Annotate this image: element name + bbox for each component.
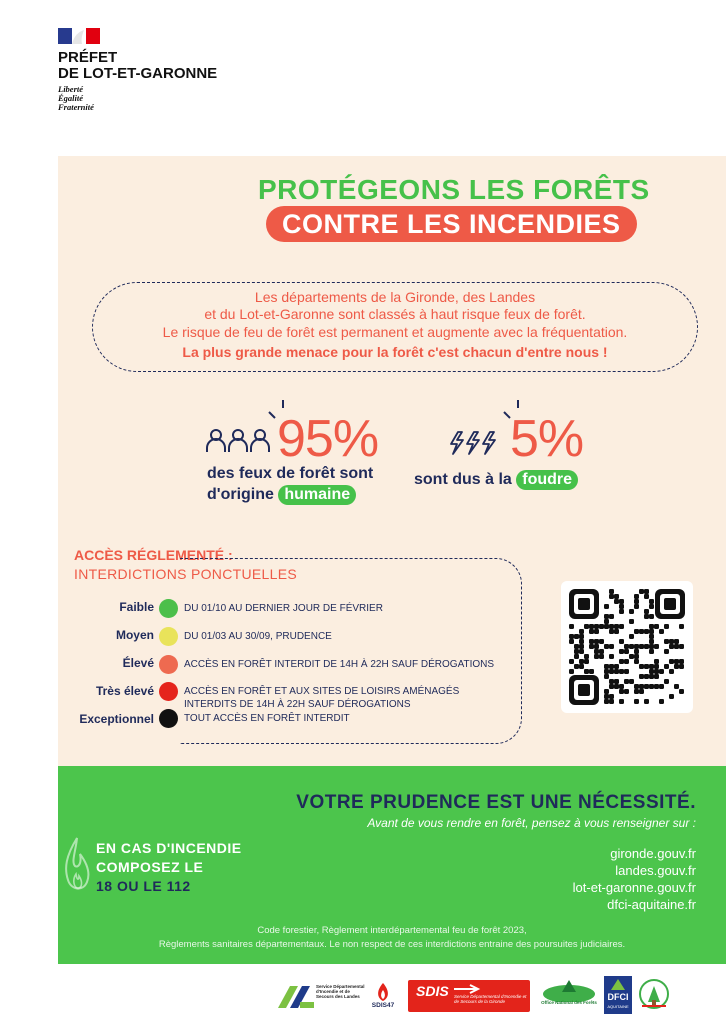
qr-module bbox=[644, 674, 649, 679]
qr-module bbox=[604, 694, 609, 699]
qr-module bbox=[624, 679, 629, 684]
qr-module bbox=[654, 624, 659, 629]
qr-module bbox=[619, 649, 624, 654]
qr-module bbox=[609, 624, 614, 629]
qr-module bbox=[664, 649, 669, 654]
landes-logo-text: Service Départemental d'Incendie et de Secours des Landes bbox=[316, 984, 365, 999]
stat-human-value: 95% bbox=[277, 410, 379, 468]
qr-module bbox=[609, 684, 614, 689]
qr-module bbox=[609, 679, 614, 684]
qr-module bbox=[639, 674, 644, 679]
qr-module bbox=[604, 644, 609, 649]
level-name: Très élevé bbox=[95, 684, 154, 698]
qr-module bbox=[654, 684, 659, 689]
headline-line1: PROTÉGEONS LES FORÊTS bbox=[258, 174, 650, 205]
level-name: Faible bbox=[119, 600, 154, 614]
qr-module bbox=[654, 664, 659, 669]
qr-module bbox=[664, 664, 669, 669]
qr-module bbox=[579, 659, 584, 664]
qr-module bbox=[639, 644, 644, 649]
qr-module bbox=[624, 659, 629, 664]
qr-module bbox=[659, 684, 664, 689]
qr-module bbox=[594, 624, 599, 629]
qr-module bbox=[679, 624, 684, 629]
qr-module bbox=[634, 684, 639, 689]
qr-module bbox=[674, 639, 679, 644]
qr-module bbox=[639, 589, 644, 594]
link-dfci-aquitaine[interactable]: dfci-aquitaine.fr bbox=[607, 897, 696, 912]
qr-module bbox=[604, 624, 609, 629]
qr-module bbox=[599, 649, 604, 654]
qr-module bbox=[609, 654, 614, 659]
stat-human-text1: des feux de forêt sont bbox=[207, 465, 374, 482]
qr-module bbox=[579, 649, 584, 654]
level-desc: DU 01/03 AU 30/09, PRUDENCE bbox=[184, 631, 332, 642]
qr-code-card[interactable] bbox=[561, 581, 693, 713]
qr-module bbox=[669, 644, 674, 649]
intro-line-1: Les départements de la Gironde, des Landes bbox=[254, 289, 536, 305]
qr-module bbox=[574, 664, 579, 669]
qr-module bbox=[649, 614, 654, 619]
qr-module bbox=[639, 664, 644, 669]
qr-module bbox=[619, 609, 624, 614]
qr-module bbox=[599, 639, 604, 644]
logo-onf bbox=[540, 978, 598, 1014]
qr-module bbox=[649, 669, 654, 674]
qr-module bbox=[664, 679, 669, 684]
qr-module bbox=[669, 694, 674, 699]
dfci-text: DFCI bbox=[607, 992, 629, 1002]
qr-module bbox=[609, 594, 614, 599]
qr-module bbox=[629, 654, 634, 659]
qr-module bbox=[574, 634, 579, 639]
forest-association-icon bbox=[638, 978, 670, 1012]
intro-line-3: Le risque de feu de forêt est permanent et augmente avec la fréquentation. bbox=[162, 324, 628, 340]
sdis33-subtext: Service Départemental d'Incendie et de Secours de la Gironde bbox=[454, 994, 527, 1004]
qr-module bbox=[584, 659, 589, 664]
qr-module bbox=[629, 679, 634, 684]
stat-lightning-text: sont dus à la foudre bbox=[414, 470, 578, 490]
qr-module bbox=[634, 629, 639, 634]
qr-module bbox=[609, 664, 614, 669]
logo-sdis33 bbox=[408, 980, 530, 1012]
qr-module bbox=[624, 649, 629, 654]
level-name: Moyen bbox=[115, 628, 154, 642]
qr-module bbox=[619, 659, 624, 664]
qr-module bbox=[634, 654, 639, 659]
qr-module bbox=[579, 629, 584, 634]
prefet-title: PRÉFET DE LOT-ET-GARONNE bbox=[58, 49, 218, 82]
qr-module bbox=[609, 644, 614, 649]
qr-module bbox=[644, 664, 649, 669]
link-lot-et-garonne[interactable]: lot-et-garonne.gouv.fr bbox=[572, 880, 696, 895]
emergency-line1: EN CAS D'INCENDIE bbox=[96, 840, 242, 856]
qr-module bbox=[644, 589, 649, 594]
qr-module bbox=[679, 644, 684, 649]
logo-sdis-landes bbox=[276, 982, 366, 1012]
qr-module bbox=[589, 644, 594, 649]
qr-module bbox=[674, 664, 679, 669]
qr-module bbox=[614, 594, 619, 599]
level-dot-exceptionnel bbox=[159, 709, 178, 728]
qr-module bbox=[639, 689, 644, 694]
qr-module bbox=[634, 594, 639, 599]
qr-module bbox=[649, 629, 654, 634]
qr-module bbox=[594, 654, 599, 659]
qr-module bbox=[594, 649, 599, 654]
qr-module bbox=[644, 644, 649, 649]
qr-module bbox=[679, 664, 684, 669]
qr-module bbox=[659, 699, 664, 704]
qr-module bbox=[574, 649, 579, 654]
qr-module bbox=[594, 644, 599, 649]
level-name: Élevé bbox=[122, 656, 154, 670]
level-dot-eleve bbox=[159, 655, 178, 674]
qr-module bbox=[594, 629, 599, 634]
qr-module bbox=[624, 644, 629, 649]
qr-module bbox=[569, 639, 574, 644]
highlight-foudre: foudre bbox=[516, 470, 578, 490]
qr-module bbox=[649, 624, 654, 629]
qr-module bbox=[579, 644, 584, 649]
qr-module bbox=[604, 689, 609, 694]
qr-module bbox=[619, 604, 624, 609]
qr-module bbox=[614, 669, 619, 674]
qr-module bbox=[639, 629, 644, 634]
qr-module bbox=[664, 639, 669, 644]
stat-lightning-value: 5% bbox=[510, 410, 584, 468]
qr-module bbox=[644, 609, 649, 614]
qr-module bbox=[584, 654, 589, 659]
qr-module bbox=[599, 624, 604, 629]
qr-module bbox=[569, 624, 574, 629]
qr-module bbox=[664, 624, 669, 629]
qr-module bbox=[619, 599, 624, 604]
prudence-heading: VOTRE PRUDENCE EST UNE NÉCESSITÉ. bbox=[296, 792, 696, 813]
highlight-humaine: humaine bbox=[278, 485, 356, 505]
qr-module bbox=[604, 699, 609, 704]
qr-module bbox=[619, 689, 624, 694]
qr-module bbox=[619, 684, 624, 689]
access-subtitle: INTERDICTIONS PONCTUELLES bbox=[74, 566, 297, 582]
qr-module bbox=[634, 659, 639, 664]
qr-module bbox=[634, 699, 639, 704]
qr-module bbox=[654, 644, 659, 649]
qr-module bbox=[649, 644, 654, 649]
qr-module bbox=[629, 609, 634, 614]
onf-text: Office National des Forêts bbox=[541, 1000, 597, 1005]
qr-module bbox=[649, 649, 654, 654]
qr-module bbox=[594, 639, 599, 644]
dfci-tree-icon bbox=[610, 979, 626, 991]
people-icon bbox=[205, 398, 285, 458]
qr-module bbox=[644, 684, 649, 689]
landes-logo-icon bbox=[276, 982, 316, 1012]
level-desc: ACCÈS EN FORÊT ET AUX SITES DE LOISIRS AMÉNAGÉS bbox=[184, 686, 460, 697]
level-desc: DU 01/10 AU DERNIER JOUR DE FÉVRIER bbox=[184, 603, 383, 614]
legal-line1: Code forestier, Règlement interdépartemental feu de forêt 2023, bbox=[257, 925, 527, 936]
logo-forest-association bbox=[638, 978, 670, 1012]
qr-module bbox=[624, 669, 629, 674]
sdis47-flame-icon bbox=[368, 982, 398, 1002]
dfci-subtext: AQUITAINE bbox=[607, 1004, 629, 1009]
level-name: Exceptionnel bbox=[79, 712, 154, 726]
qr-module bbox=[649, 674, 654, 679]
qr-module bbox=[654, 674, 659, 679]
qr-module bbox=[574, 654, 579, 659]
qr-module bbox=[634, 599, 639, 604]
qr-module bbox=[619, 624, 624, 629]
qr-module bbox=[569, 659, 574, 664]
qr-module bbox=[614, 629, 619, 634]
qr-module bbox=[599, 654, 604, 659]
qr-module bbox=[649, 684, 654, 689]
qr-module bbox=[589, 629, 594, 634]
qr-module bbox=[574, 644, 579, 649]
link-landes[interactable]: landes.gouv.fr bbox=[615, 863, 696, 878]
qr-module bbox=[649, 639, 654, 644]
onf-tree-icon bbox=[540, 978, 598, 1002]
qr-module bbox=[609, 614, 614, 619]
qr-module bbox=[649, 634, 654, 639]
level-desc: TOUT ACCÈS EN FORÊT INTERDIT bbox=[184, 713, 350, 724]
qr-module bbox=[619, 639, 624, 644]
qr-module bbox=[604, 664, 609, 669]
republic-motto: Liberté Égalité Fraternité bbox=[58, 84, 94, 112]
qr-module bbox=[634, 689, 639, 694]
qr-module bbox=[614, 679, 619, 684]
qr-module bbox=[669, 639, 674, 644]
qr-module bbox=[584, 669, 589, 674]
qr-module bbox=[649, 664, 654, 669]
qr-module bbox=[609, 589, 614, 594]
marianne-flag-icon bbox=[58, 28, 100, 44]
qr-module bbox=[634, 604, 639, 609]
stat-human-text2: d'origine humaine bbox=[207, 485, 356, 505]
qr-module bbox=[589, 669, 594, 674]
qr-module bbox=[604, 619, 609, 624]
qr-module bbox=[619, 699, 624, 704]
sdis33-text: SDIS bbox=[416, 983, 449, 999]
level-dot-tres-eleve bbox=[159, 682, 178, 701]
level-desc-line2: INTERDITS DE 14H À 22H SAUF DÉROGATIONS bbox=[184, 699, 411, 710]
qr-module bbox=[644, 614, 649, 619]
qr-module bbox=[634, 644, 639, 649]
qr-module bbox=[604, 604, 609, 609]
sdis33-arrow-icon bbox=[454, 984, 482, 994]
qr-module bbox=[589, 639, 594, 644]
qr-module bbox=[649, 604, 654, 609]
qr-module bbox=[569, 669, 574, 674]
qr-module bbox=[644, 594, 649, 599]
qr-module bbox=[669, 669, 674, 674]
qr-module bbox=[639, 684, 644, 689]
qr-module bbox=[679, 659, 684, 664]
level-desc: ACCÈS EN FORÊT INTERDIT DE 14H À 22H SAUF DÉROGATIONS bbox=[184, 659, 495, 670]
qr-module bbox=[669, 659, 674, 664]
qr-module bbox=[609, 694, 614, 699]
flame-icon bbox=[62, 836, 92, 896]
qr-module bbox=[614, 664, 619, 669]
qr-module bbox=[629, 634, 634, 639]
qr-module bbox=[654, 659, 659, 664]
qr-module bbox=[614, 684, 619, 689]
intro-line-4: La plus grande menace pour la forêt c'est chacun d'entre nous ! bbox=[182, 344, 608, 360]
qr-module bbox=[674, 644, 679, 649]
qr-module bbox=[609, 669, 614, 674]
qr-module bbox=[604, 614, 609, 619]
qr-module bbox=[624, 689, 629, 694]
qr-module bbox=[614, 599, 619, 604]
qr-module bbox=[649, 599, 654, 604]
qr-module bbox=[674, 684, 679, 689]
qr-module bbox=[644, 629, 649, 634]
logo-dfci bbox=[604, 976, 632, 1014]
qr-module bbox=[634, 649, 639, 654]
qr-module bbox=[614, 624, 619, 629]
emergency-numbers: 18 OU LE 112 bbox=[96, 878, 191, 894]
qr-module bbox=[619, 669, 624, 674]
qr-code-icon bbox=[561, 581, 693, 713]
qr-module bbox=[659, 669, 664, 674]
qr-module bbox=[629, 644, 634, 649]
qr-module bbox=[604, 669, 609, 674]
emergency-line2: COMPOSEZ LE bbox=[96, 859, 204, 875]
level-dot-moyen bbox=[159, 627, 178, 646]
access-title: ACCÈS RÉGLEMENTÉ : bbox=[74, 547, 233, 563]
qr-module bbox=[659, 629, 664, 634]
qr-module bbox=[579, 634, 584, 639]
link-gironde[interactable]: gironde.gouv.fr bbox=[610, 846, 696, 861]
qr-module bbox=[609, 699, 614, 704]
qr-module bbox=[569, 634, 574, 639]
headline-line2: CONTRE LES INCENDIES bbox=[266, 206, 637, 242]
qr-module bbox=[579, 664, 584, 669]
qr-module bbox=[604, 674, 609, 679]
qr-module bbox=[589, 624, 594, 629]
qr-module bbox=[644, 699, 649, 704]
qr-module bbox=[674, 659, 679, 664]
level-dot-faible bbox=[159, 599, 178, 618]
qr-module bbox=[609, 629, 614, 634]
qr-module bbox=[679, 689, 684, 694]
qr-module bbox=[629, 619, 634, 624]
qr-module bbox=[579, 639, 584, 644]
legal-line2: Règlements sanitaires départementaux. Le non respect de ces interdictions entraine des poursuites judiciaires. bbox=[158, 939, 626, 950]
qr-module bbox=[584, 624, 589, 629]
sdis47-text: SDIS47 bbox=[371, 1002, 395, 1009]
prudence-subtext: Avant de vous rendre en forêt, pensez à vous renseigner sur : bbox=[367, 816, 696, 830]
qr-module bbox=[654, 669, 659, 674]
logo-sdis47 bbox=[368, 982, 398, 1012]
intro-line-2: et du Lot-et-Garonne sont classés à haut risque feux de forêt. bbox=[204, 306, 586, 322]
